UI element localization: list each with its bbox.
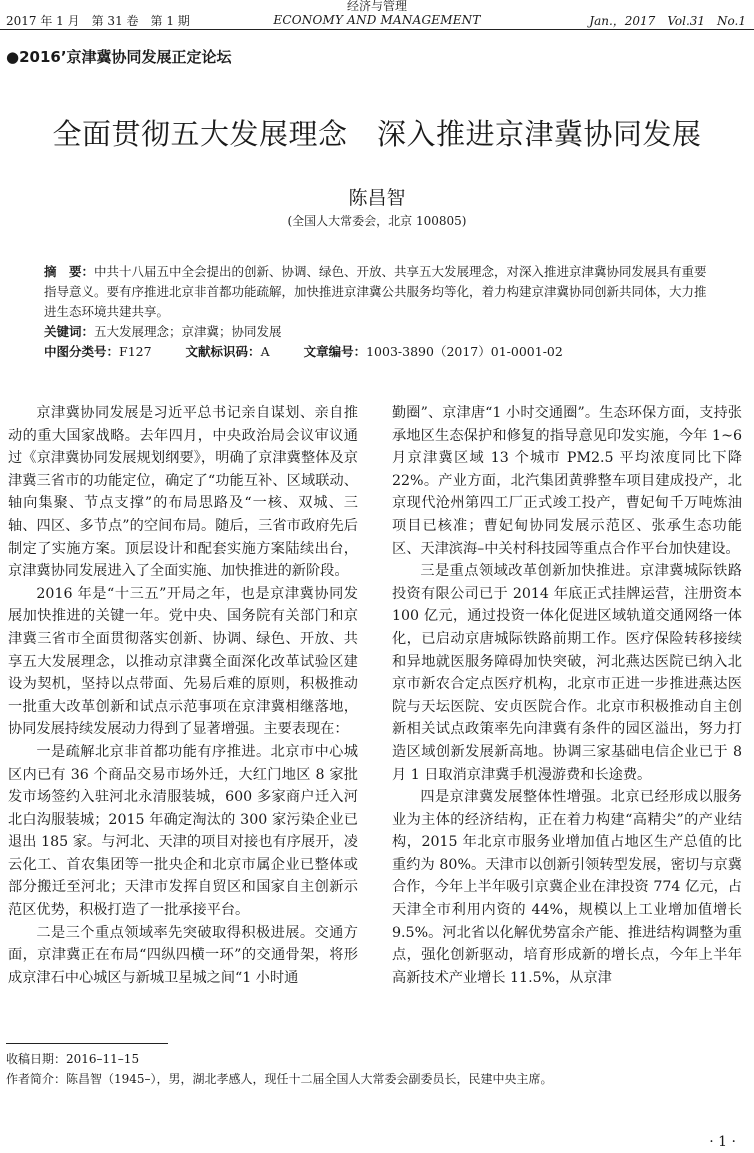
abstract-paragraph [44,262,708,322]
keywords-label: 关键词： [44,324,95,339]
page-number: · 1 · [709,1134,736,1150]
doc-code-value: A [260,344,270,359]
article-no-value: 1003-3890（2017）01-0001-02 [366,344,563,359]
body-column-left [8,402,358,989]
journal-name-cn: 经济与管理 [346,0,407,13]
body-paragraph: 2016 年是“十三五”开局之年，也是京津冀协同发展加快推进的关键一年。党中央、国务院有关部门和京津冀三省市全面贯彻落实创新、协调、绿色、开放、共享五大发展理念，以推动京津冀全面深化改革试验区建设为契机，坚持以点带面、先易后难的原则，积极推动一批重大改革创新和试点示范事项在京津冀相继落地，协同发展持续发展动力得到了显著增强。主要表现在： [8,585,358,738]
journal-name-en: ECONOMY AND MANAGEMENT [273,12,481,27]
section-tag: ●2016’京津冀协同发展正定论坛 [6,48,232,66]
body-paragraph: 京津冀协同发展是习近平总书记亲自谋划、亲自推动的重大国家战略。去年四月，中央政治局会议审议通过《京津冀协同发展规划纲要》，明确了京津冀整体及京津冀三省市的功能定位，确定了“功能互补、区域联动、轴向集聚、节点支撑”的布局思路及“一核、双城、三轴、四区、多节点”的空间布局。随后，三省市政府先后制定了实施方案。顶层设计和配套实施方案陆续出台，京津冀协同发展进入了全面实施、加快推进的新阶段。 [8,405,358,580]
footnote-rule [6,1043,168,1044]
keywords-value: 五大发展理念；京津冀；协同发展 [94,324,282,339]
article-title: 全面贯彻五大发展理念 深入推进京津冀协同发展 [52,117,702,151]
classification-row [44,342,708,362]
author-bio: 作者简介：陈昌智（1945–），男，湖北孝感人，现任十二届全国人大常委会副委员长，民建中央主席。 [6,1072,553,1086]
header-rule [0,29,754,30]
article-no-field [304,344,563,359]
body-paragraph-continued: 勤圈”、京津唐“1 小时交通圈”。生态环保方面，支持张承地区生态保护和修复的指导意见印发实施，今年 1~6 月京津冀区域 13 个城市 PM2.5 平均浓度同比下降 22%。产业方面，北汽集团黄骅整车项目建成投产，北京现代沧州第四工厂正式竣工投产，曹妃甸千万吨炼油项目已核准；曹妃甸协同发展示范区、张承生态功能区、天津滨海–中关村科技园等重点合作平台加快建设。 [392,405,742,557]
received-date: 收稿日期：2016–11–15 [6,1052,140,1066]
abstract-text: 中共十八届五中全会提出的创新、协调、绿色、开放、共享五大发展理念，对深入推进京津冀协同发展具有重要指导意义。要有序推进北京非首都功能疏解，加快推进京津冀公共服务均等化，着力构建京津冀协同创新共同体，大力推进生态环境共建共享。 [44,264,707,319]
running-header-left: 2017 年 1 月 第 31 卷 第 1 期 [6,14,190,28]
doc-code-field [186,344,270,359]
body-paragraph: 四是京津冀发展整体性增强。北京已经形成以服务业为主体的经济结构，正在着力构建“高精尖”的产业结构，2015 年北京市服务业增加值占地区生产总值的比重约为 80%。天津市以创新引领转型发展，密切与京冀合作，今年上半年吸引京冀企业在津投资 774 亿元，占天津全市利用内资的 44%，规模以上工业增加值增长 9.5%。河北省以化解优势富余产能、推进结构调整为重点，强化创新驱动，培育形成新的增长点，今年上半年高新技术产业增长 11.5%，从京津 [392,789,742,986]
clc-field [44,344,152,359]
article-no-label: 文章编号： [303,344,367,359]
author-name: 陈昌智 [348,187,406,209]
clc-value: F127 [119,344,152,359]
running-header-right: Jan.，2017 Vol.31 No.1 [589,14,746,28]
author-affiliation: (全国人大常委会，北京 100805) [287,214,467,228]
body-paragraph: 二是三个重点领域率先突破取得积极进展。交通方面，京津冀正在布局“四纵四横一环”的交通骨架，将形成京津石中心城区与新城卫星城之间“1 小时通 [8,924,358,986]
doc-code-label: 文献标识码： [185,344,261,359]
body-column-right [392,402,742,989]
body-paragraph: 三是重点领域改革创新加快推进。京津冀城际铁路投资有限公司已于 2014 年底正式挂牌运营，注册资本 100 亿元，通过投资一体化促进区域轨道交通网络一体化，已启动京唐城际铁路前期工作。医疗保险转移接续和异地就医服务障碍加快突破，河北燕达医院已纳入北京市新农合定点医疗机构，北京市正进一步推进燕达医院与天坛医院、安贞医院合作。北京市积极推动自主创新相关试点政策率先向津冀有条件的园区溢出，努力打造区域创新发展新高地。协调三家基础电信企业已于 8 月 1 日取消京津冀手机漫游费和长途费。 [392,563,742,783]
clc-label: 中图分类号： [44,344,120,359]
abstract-block [44,262,708,362]
abstract-label: 摘 要： [44,264,95,279]
keywords-row [44,322,708,342]
body-paragraph: 一是疏解北京非首都功能有序推进。北京市中心城区内已有 36 个商品交易市场外迁，大红门地区 8 家批发市场签约入驻河北永清服装城，600 多家商户迁入河北白沟服装城；2015 年确定淘汰的 300 家污染企业已退出 185 家。与河北、天津的项目对接也有序展开，凌云化工、首农集团等一批央企和北京市属企业已整体或部分搬迁至河北；天津市发挥自贸区和国家自主创新示范区优势，积极打造了一批承接平台。 [8,743,358,919]
footnote [6,1049,746,1089]
